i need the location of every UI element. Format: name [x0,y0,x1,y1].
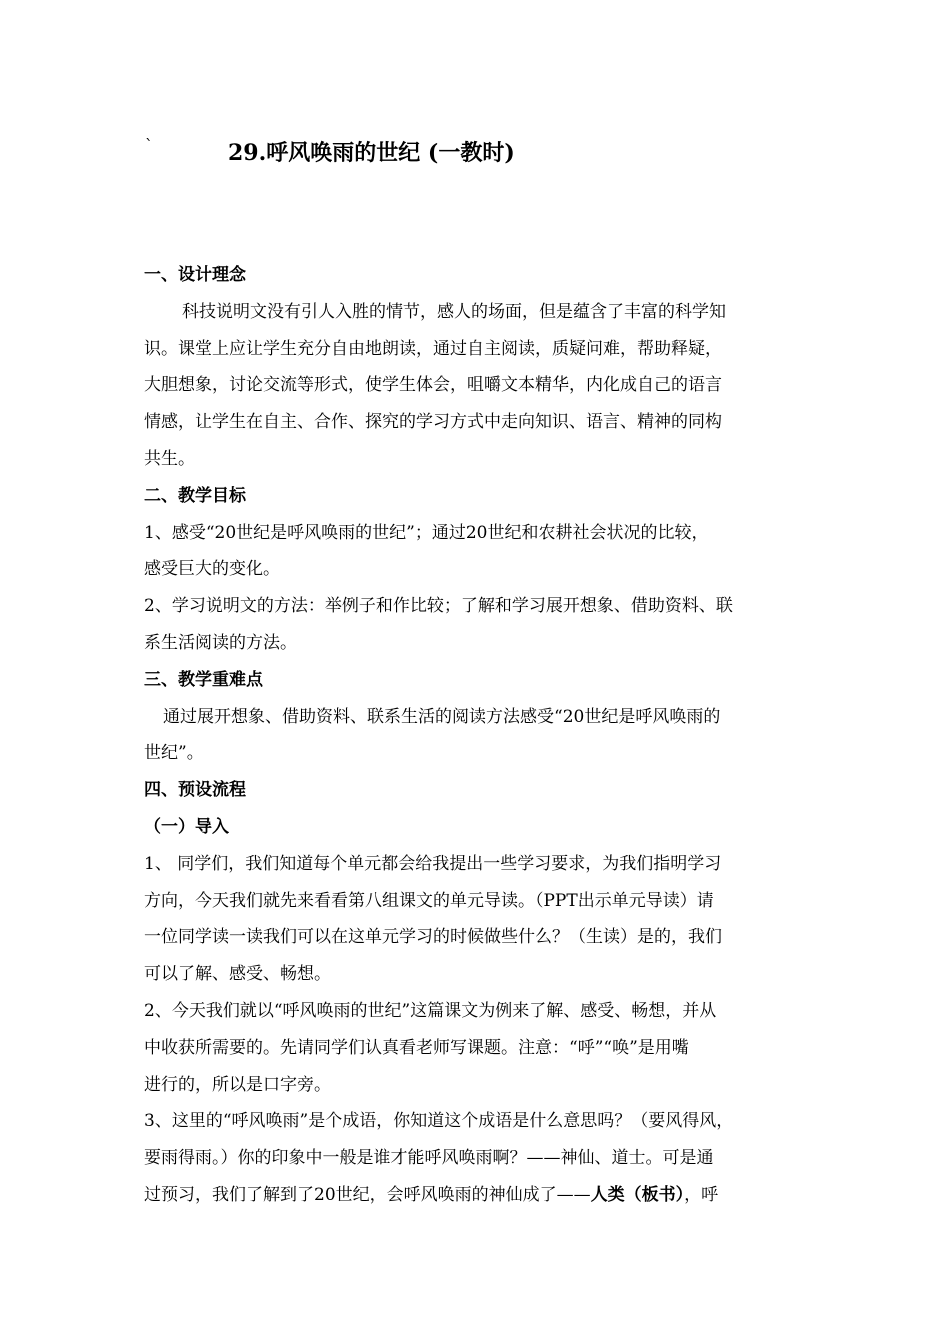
text-line: 系生活阅读的方法。 [144,632,297,653]
text-line: 一位同学读一读我们可以在这单元学习的时候做些什么？（生读）是的，我们 [144,927,722,948]
text-line-last [144,1177,812,1214]
last-line-before: 过预习，我们了解到了20世纪，会呼风唤雨的神仙成了—— [144,1184,591,1205]
paragraph-lines [144,257,812,1177]
text-line: 科技说明文没有引人入胜的情节，感人的场面，但是蕴含了丰富的科学知 [182,301,726,322]
page-title: 29.呼风唤雨的世纪 (一教时) [228,140,515,166]
document-body [144,257,812,1214]
text-line: 可以了解、感受、畅想。 [144,964,331,985]
section-heading: （一）导入 [144,816,229,837]
section-heading: 四、预设流程 [144,780,246,801]
text-line: 3、这里的“呼风唤雨”是个成语，你知道这个成语是什么意思吗？（要风得风， [144,1111,734,1132]
board-note-bold: 人类（板书） [590,1184,685,1205]
text-line: 要雨得雨。）你的印象中一般是谁才能呼风唤雨啊？——神仙、道士。可是通 [144,1148,714,1169]
text-line: 世纪”。 [144,743,204,764]
section-heading: 一、设计理念 [144,265,246,285]
text-line: 情感，让学生在自主、合作、探究的学习方式中走向知识、语言、精神的同构 [144,412,722,433]
text-line: 1、 同学们，我们知道每个单元都会给我提出一些学习要求，为我们指明学习 [144,853,722,874]
text-line: 方向，今天我们就先来看看第八组课文的单元导读。（PPT出示单元导读）请 [144,890,714,911]
stray-tick-mark: ` [145,136,153,155]
text-line: 感受巨大的变化。 [144,559,280,580]
section-heading: 二、教学目标 [144,485,246,506]
text-line: 通过展开想象、借助资料、联系生活的阅读方法感受“20世纪是呼风唤雨的 [163,706,721,727]
text-line: 中收获所需要的。先请同学们认真看老师写课题。注意：“呼”“唤”是用嘴 [144,1037,689,1058]
text-line: 2、今天我们就以“呼风唤雨的世纪”这篇课文为例来了解、感受、畅想，并从 [144,1000,717,1021]
text-line: 大胆想象，讨论交流等形式，使学生体会，咀嚼文本精华，内化成自己的语言 [144,375,722,396]
text-line: 1、感受“20世纪是呼风唤雨的世纪”；通过20世纪和农耕社会状况的比较， [144,522,709,543]
text-line: 共生。 [144,448,195,469]
text-line: 进行的，所以是口字旁。 [144,1074,331,1095]
text-line: 2、学习说明文的方法：举例子和作比较；了解和学习展开想象、借助资料、联 [144,596,733,617]
last-line-after: ，呼 [684,1184,719,1205]
section-heading: 三、教学重难点 [144,669,263,690]
text-line: 识。课堂上应让学生充分自由地朗读，通过自主阅读，质疑问难，帮助释疑， [144,338,722,359]
